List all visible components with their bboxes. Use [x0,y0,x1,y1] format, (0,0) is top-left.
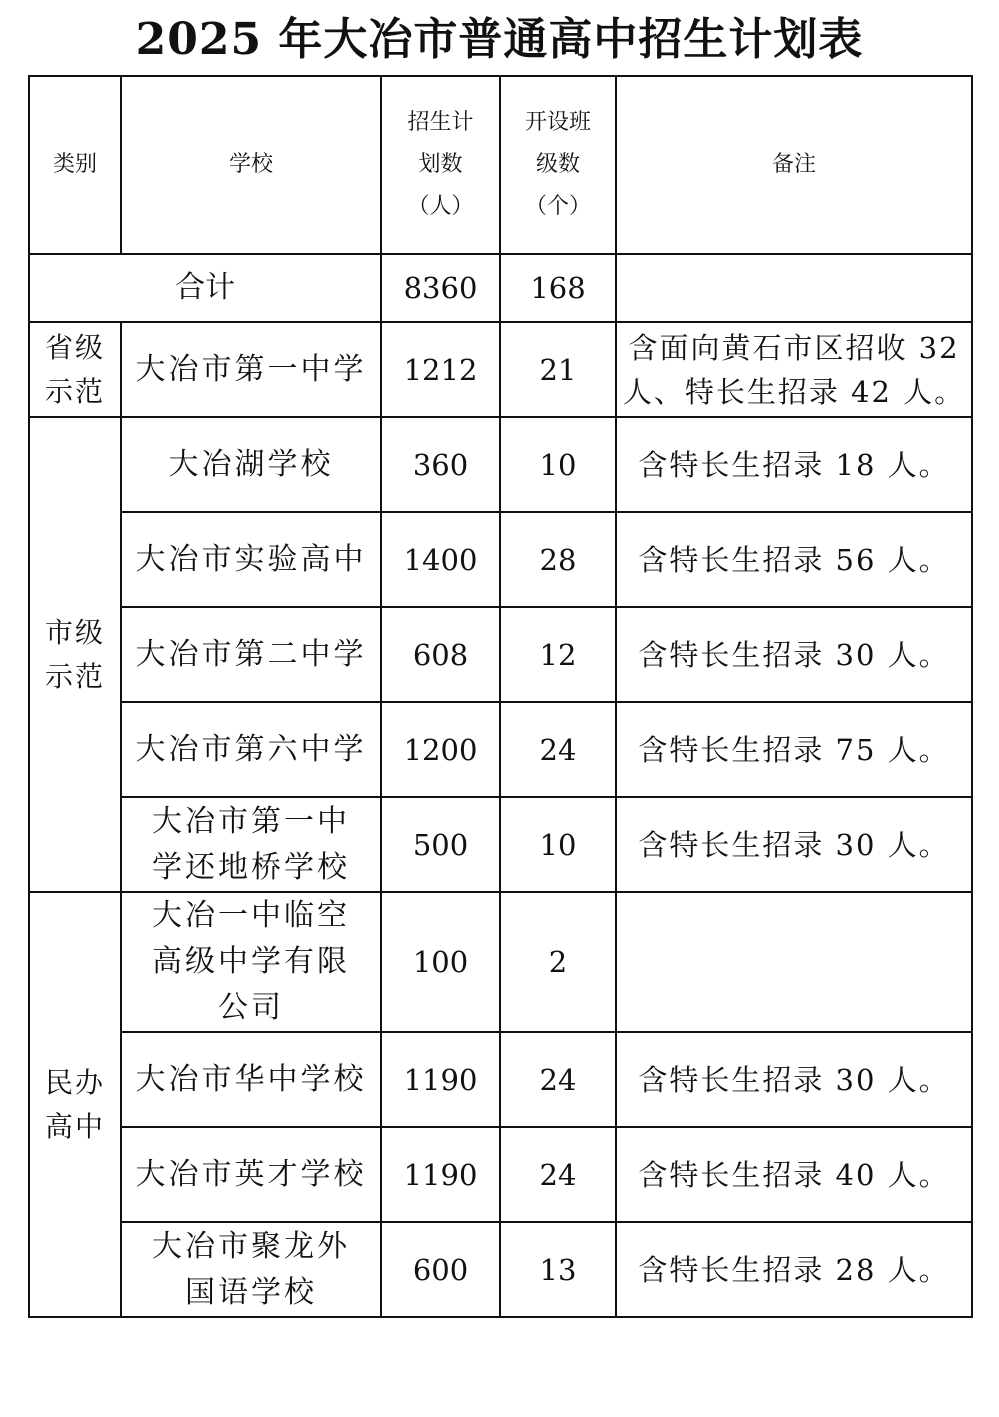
header-classes-line-2: 级数 [535,152,580,177]
total-quota: 8360 [381,254,500,322]
school-cell: 大冶市实验高中 [121,512,381,607]
quota-cell: 600 [381,1222,500,1317]
table-row [29,417,972,512]
remark-cell: 含特长生招录 30 人。 [616,797,972,892]
category-label: 省级示范 [44,330,105,408]
header-quota-line-1: 招生计 [407,110,474,135]
school-name: 大冶市第一中学还地桥学校 [152,803,350,885]
header-classes-line-3: （个） [524,194,591,219]
remark-cell: 含特长生招录 56 人。 [616,512,972,607]
table-row [29,1222,972,1317]
remark-cell: 含面向黄石市区招收 32 人、特长生招录 42 人。 [616,322,972,417]
school-name: 大冶市聚龙外国语学校 [152,1228,350,1310]
classes-cell: 24 [500,702,616,797]
classes-cell: 10 [500,797,616,892]
school-name: 大冶一中临空高级中学有限公司 [152,898,350,1025]
quota-cell: 1190 [381,1032,500,1127]
table-row [29,892,972,1032]
school-cell [121,1222,381,1317]
school-cell: 大冶市第六中学 [121,702,381,797]
category-label: 民办高中 [44,1065,105,1143]
quota-cell: 1212 [381,322,500,417]
school-cell: 大冶市第二中学 [121,607,381,702]
category-cell-private [29,892,121,1317]
classes-cell: 28 [500,512,616,607]
header-classes [500,76,616,254]
table-row [29,702,972,797]
table-row [29,797,972,892]
header-quota [381,76,500,254]
classes-cell: 12 [500,607,616,702]
remark-cell: 含特长生招录 40 人。 [616,1127,972,1222]
classes-cell: 24 [500,1032,616,1127]
school-cell: 大冶市第一中学 [121,322,381,417]
quota-cell: 608 [381,607,500,702]
table-row [29,322,972,417]
school-cell: 大冶市英才学校 [121,1127,381,1222]
classes-cell: 21 [500,322,616,417]
header-quota-line-2: 划数 [418,152,463,177]
header-remark: 备注 [616,76,972,254]
quota-cell: 1190 [381,1127,500,1222]
school-cell [121,892,381,1032]
table-row [29,1127,972,1222]
table-row [29,512,972,607]
remark-cell: 含特长生招录 28 人。 [616,1222,972,1317]
enrollment-plan-table [28,75,973,1318]
remark-cell: 含特长生招录 30 人。 [616,1032,972,1127]
quota-cell: 500 [381,797,500,892]
quota-cell: 1200 [381,702,500,797]
remark-cell: 含特长生招录 18 人。 [616,417,972,512]
school-cell [121,797,381,892]
header-row [29,76,972,254]
table-row [29,1032,972,1127]
classes-cell: 10 [500,417,616,512]
classes-cell: 24 [500,1127,616,1222]
header-classes-line-1: 开设班 [524,110,591,135]
header-category: 类别 [29,76,121,254]
quota-cell: 1400 [381,512,500,607]
header-school: 学校 [121,76,381,254]
category-label: 市级示范 [44,615,105,693]
remark-cell [616,892,972,1032]
header-quota-line-3: （人） [407,194,474,219]
school-cell: 大冶湖学校 [121,417,381,512]
table-row [29,607,972,702]
total-row [29,254,972,322]
quota-cell: 360 [381,417,500,512]
classes-cell: 2 [500,892,616,1032]
total-label: 合计 [29,254,381,322]
total-remark [616,254,972,322]
school-cell: 大冶市华中学校 [121,1032,381,1127]
page-title: 2025 年大冶市普通高中招生计划表 [135,14,864,65]
remark-cell: 含特长生招录 30 人。 [616,607,972,702]
remark-cell: 含特长生招录 75 人。 [616,702,972,797]
category-cell-provincial [29,322,121,417]
category-cell-municipal [29,417,121,892]
total-classes: 168 [500,254,616,322]
classes-cell: 13 [500,1222,616,1317]
quota-cell: 100 [381,892,500,1032]
